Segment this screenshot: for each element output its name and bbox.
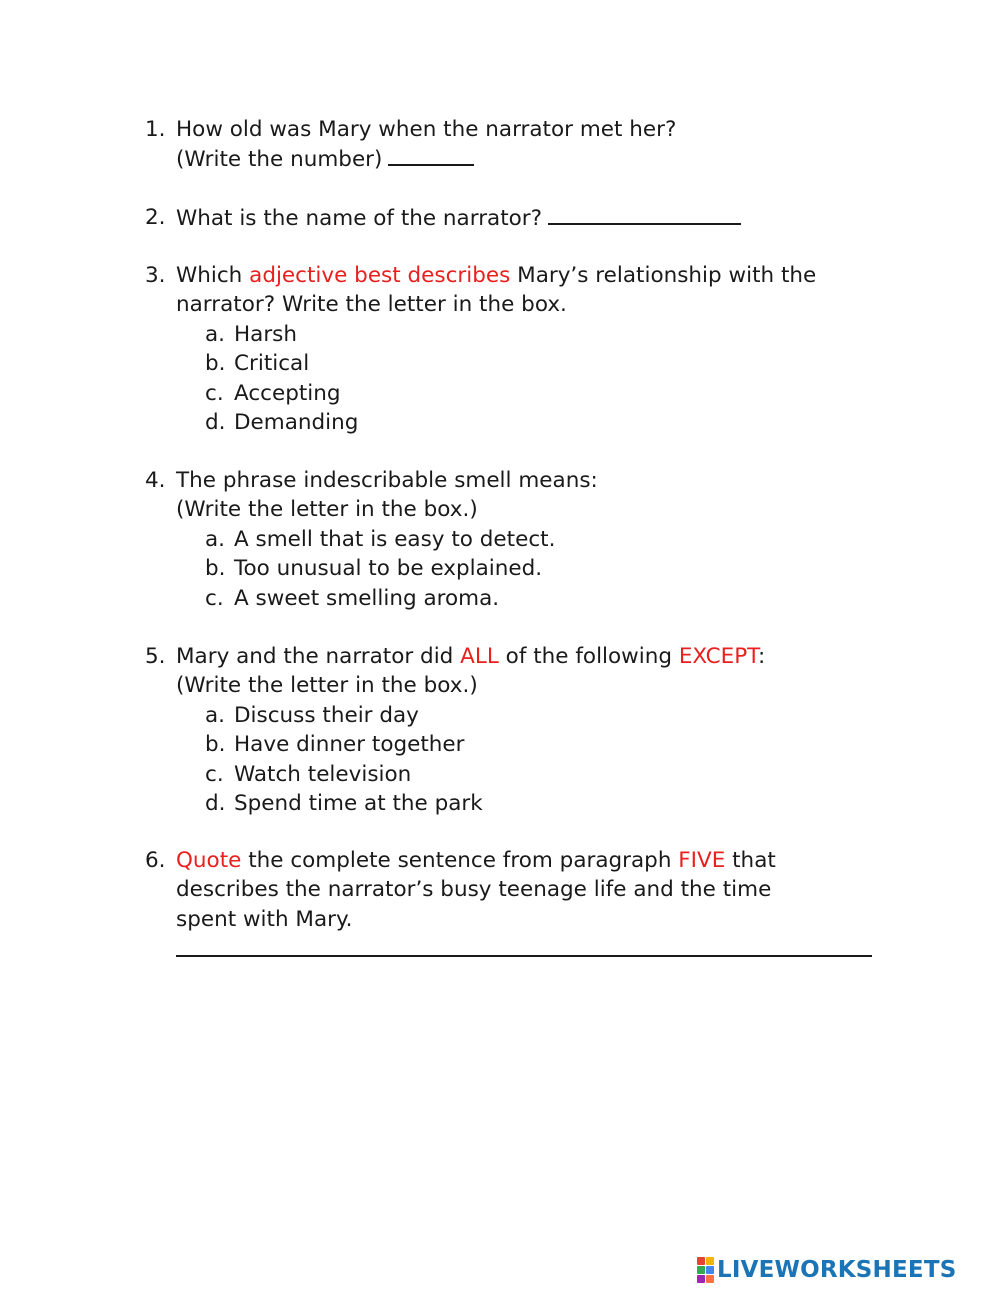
logo-tile <box>706 1266 714 1274</box>
highlight-text: ALL <box>460 644 499 669</box>
option-letter: c. <box>205 761 224 787</box>
option-text: Have dinner together <box>234 732 465 758</box>
option-letter: a. <box>205 321 226 347</box>
question-number: 3. <box>145 263 166 288</box>
highlight-text: EXCEPT <box>678 644 758 669</box>
question-text <box>176 846 776 875</box>
option-d[interactable] <box>145 789 905 818</box>
question-text: How old was Mary when the narrator met her? <box>176 117 677 142</box>
option-letter: c. <box>205 380 224 406</box>
highlight-text: adjective best describes <box>249 263 511 288</box>
option-text: Spend time at the park <box>234 790 483 816</box>
option-text: A sweet smelling aroma. <box>234 585 500 611</box>
option-letter: b. <box>205 351 226 377</box>
instruction-text: (Write the number) <box>176 147 383 173</box>
question-number: 4. <box>145 468 166 493</box>
answer-blank[interactable] <box>548 203 741 225</box>
question-number: 2. <box>145 205 166 230</box>
liveworksheets-logo <box>697 1257 956 1283</box>
logo-mark-icon <box>697 1257 714 1283</box>
option-text: Accepting <box>234 380 341 406</box>
logo-tile <box>706 1275 714 1283</box>
option-letter: a. <box>205 702 226 728</box>
logo-tile <box>697 1266 705 1274</box>
question-5 <box>145 642 905 818</box>
option-text: Demanding <box>234 409 359 435</box>
option-a[interactable] <box>145 701 905 730</box>
question-text <box>176 261 816 290</box>
question-number: 6. <box>145 848 166 873</box>
question-text <box>176 642 765 671</box>
option-letter: b. <box>205 556 226 582</box>
highlight-text: Quote <box>176 848 242 873</box>
text-segment: of the following <box>498 644 679 669</box>
option-text: Critical <box>234 351 310 377</box>
option-text: Harsh <box>234 321 298 347</box>
question-text-line-2: describes the narrator’s busy teenage life and the time <box>176 877 772 903</box>
question-text <box>176 203 741 233</box>
text-segment: the complete sentence from paragraph <box>241 848 679 873</box>
question-1 <box>145 115 905 174</box>
question-number: 1. <box>145 117 166 142</box>
text-segment: Which <box>176 263 250 288</box>
highlight-text: FIVE <box>678 848 726 873</box>
question-4 <box>145 466 905 613</box>
option-a[interactable] <box>145 525 905 554</box>
option-a[interactable] <box>145 320 905 349</box>
option-text: Too unusual to be explained. <box>234 556 543 582</box>
option-b[interactable] <box>145 730 905 759</box>
question-text-content: What is the name of the narrator? <box>176 206 543 231</box>
question-instruction: narrator? Write the letter in the box. <box>176 292 567 318</box>
question-number: 5. <box>145 644 166 669</box>
logo-text: LIVEWORKSHEETS <box>717 1257 957 1283</box>
logo-tile <box>706 1257 714 1265</box>
option-d[interactable] <box>145 408 905 437</box>
question-text: The phrase indescribable smell means: <box>176 468 598 493</box>
option-text: Watch television <box>234 761 412 787</box>
question-instruction: (Write the letter in the box.) <box>176 497 478 523</box>
answer-line[interactable] <box>176 955 872 957</box>
option-b[interactable] <box>145 554 905 583</box>
text-segment: that <box>725 848 776 873</box>
text-segment: : <box>757 644 766 669</box>
option-c[interactable] <box>145 760 905 789</box>
option-b[interactable] <box>145 349 905 378</box>
option-text: Discuss their day <box>234 702 419 728</box>
option-text: A smell that is easy to detect. <box>234 526 556 552</box>
option-letter: a. <box>205 526 226 552</box>
option-c[interactable] <box>145 379 905 408</box>
question-6 <box>145 846 905 934</box>
answer-blank[interactable] <box>388 144 474 166</box>
text-segment: Mary and the narrator did <box>176 644 461 669</box>
text-segment: Mary’s relationship with the <box>510 263 817 288</box>
option-c[interactable] <box>145 584 905 613</box>
question-instruction <box>176 144 474 174</box>
question-3 <box>145 261 905 437</box>
option-letter: b. <box>205 732 226 758</box>
option-letter: d. <box>205 409 226 435</box>
question-instruction: (Write the letter in the box.) <box>176 673 478 699</box>
option-letter: d. <box>205 790 226 816</box>
question-2 <box>145 203 905 232</box>
option-letter: c. <box>205 585 224 611</box>
logo-tile <box>697 1275 705 1283</box>
logo-tile <box>697 1257 705 1265</box>
question-text-line-3: spent with Mary. <box>176 906 353 932</box>
